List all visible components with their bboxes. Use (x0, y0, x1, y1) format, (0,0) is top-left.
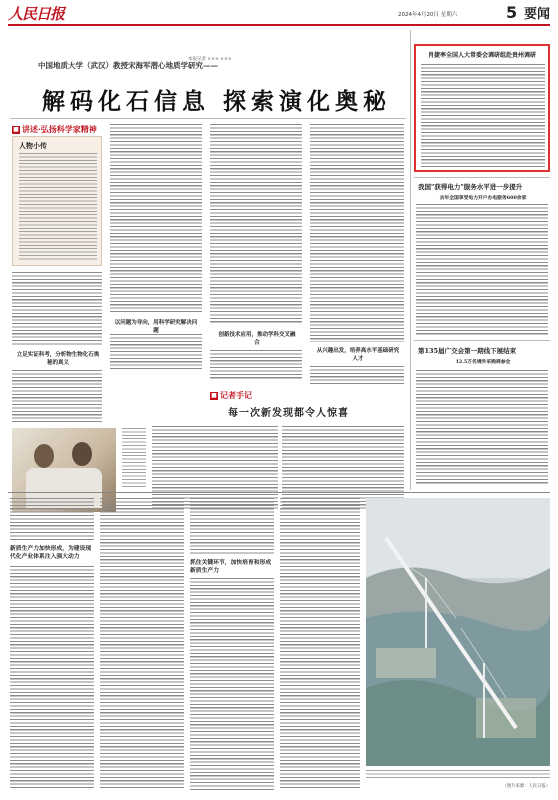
right-divider-1 (414, 177, 550, 178)
col2-text-a (110, 124, 202, 314)
masthead-logo: 人民日报 (8, 5, 65, 23)
feature-byline: 本报记者 ××× ××× (188, 57, 232, 62)
col2-text-b (110, 334, 202, 370)
bridge-photo-graphic (366, 498, 550, 766)
bottom-col1-text-a (10, 498, 94, 540)
col1-text-b (12, 370, 102, 422)
tag-marker-icon: ■ (13, 125, 19, 133)
boxed-article-text (421, 64, 545, 168)
col4-text-b (310, 366, 404, 386)
section-title: 要闻 (524, 7, 551, 22)
bottom-heading-2: 抓住关键环节，加快培育和形成新质生产力 (190, 560, 272, 574)
column-divider (410, 30, 411, 490)
bottom-heading-1: 新质生产力加快形成，为建设现代化产业体系注入强大动力 (10, 546, 92, 560)
tag-label: 讲述·弘扬科学家精神 (22, 124, 97, 134)
profile-title: 人物小传 (19, 141, 47, 150)
bottom-col2-text (100, 498, 184, 790)
bridge-photo-credit: （图片来源：人民日报） (502, 784, 550, 789)
tag-reporter-notes (210, 390, 252, 401)
photo-person-right (72, 442, 92, 466)
col4-text-a (310, 124, 404, 342)
bottom-col3-text-a (190, 498, 274, 556)
electricity-article-text (416, 204, 548, 336)
notes-tag-label: 记者手记 (220, 390, 252, 400)
subhead-a: 立足实证科考，分析物生物化石奥秘的真义 (16, 352, 100, 366)
highlighted-article-box (414, 44, 550, 172)
right-divider-2 (414, 340, 550, 341)
feature-kicker: 中国地质大学（武汉）教授宋海军潜心地质学研究—— (38, 61, 218, 70)
profile-text (19, 153, 97, 261)
bottom-col4-text (280, 498, 360, 790)
col3-text-a (210, 124, 302, 324)
headline-canton-fair: 第135届广交会第一期线下展结束 (418, 347, 517, 355)
headline-electricity: 我国"获得电力"服务水平进一步提升 (418, 183, 523, 191)
col3-text-b (210, 350, 302, 380)
subhead-b: 创新技术应用，推动学科交叉融合 (218, 332, 296, 346)
bridge-photo-caption-lines (366, 770, 550, 780)
col1-text-a (12, 272, 102, 346)
photo-caption-text (122, 428, 146, 488)
subhead-c: 以问题为导向，用科学研究解决问题 (114, 320, 198, 334)
title-divider (10, 118, 406, 119)
bridge-photo (366, 498, 550, 766)
bottom-col3-text-b (190, 578, 274, 790)
photo-person-left (34, 444, 54, 468)
bottom-section-rule (8, 492, 550, 493)
feature-article (10, 28, 406, 488)
tag-science-spirit (12, 124, 97, 135)
subhead-electricity: 去年全国享受电力开户办电服务600余家 (439, 195, 527, 201)
subhead-canton-fair: 12.5万名境外采购商参会 (455, 359, 511, 365)
feature-title: 解码化石信息 探索演化奥秘 (42, 88, 392, 115)
issue-date: 2024年4月20日 星期六 (398, 12, 458, 18)
bottom-col1-text-b (10, 566, 94, 790)
boxed-headline: 肖捷率全国人大常委会调研组赴贵州调研 (427, 52, 536, 59)
notes-title: 每一次新发现都令人惊喜 (228, 408, 349, 419)
page-number: 5 (506, 3, 518, 22)
profile-sidebar (12, 136, 102, 266)
notes-marker-icon: ■ (211, 391, 217, 399)
header-rule (8, 24, 550, 26)
canton-fair-article-text (416, 370, 548, 484)
subhead-d: 从兴趣出发，培养高水平基础研究人才 (316, 348, 400, 362)
